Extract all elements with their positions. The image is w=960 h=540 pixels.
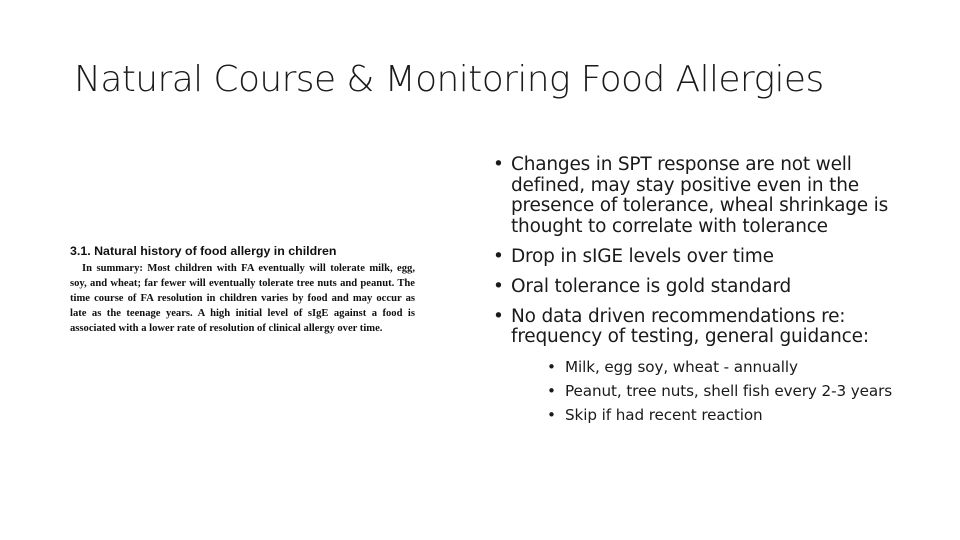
bullet-icon: • [493,245,504,267]
bullet-text: No data driven recommendations re: frequency of testing, general guidance: [511,305,869,347]
sub-bullet-text: Milk, egg soy, wheat - annually [565,357,798,376]
bullet-content [493,155,893,430]
sub-bullet-icon: • [547,405,556,424]
bullet-icon: • [493,305,504,327]
bullet-icon: • [493,275,504,297]
bullet-text: Oral tolerance is gold standard [511,275,792,297]
bullet-item [493,307,893,424]
bullet-list [493,155,893,424]
sub-bullet-list [547,358,893,424]
bullet-text: Changes in SPT response are not well defined, may stay positive even in the presence of tolerance, wheal shrinkage is thought to correlate with tolerance [511,154,889,237]
sub-bullet-item [547,382,893,400]
bullet-text: Drop in sIGE levels over time [511,245,774,267]
sub-bullet-icon: • [547,381,556,400]
excerpt-body: In summary: Most children with FA eventually will tolerate milk, egg, soy, and wheat; far fewer will eventually tolerate tree nuts and peanut. The time course of FA resolution in children varies by food and may occur as late as the teenage years. A high initial level of sIgE against a food is associated with a lower rate of resolution of clinical allergy over time. [70,263,415,334]
sub-bullet-item [547,406,893,424]
excerpt-heading: 3.1. Natural history of food allergy in children [70,244,337,258]
sub-bullet-text: Skip if had recent reaction [565,405,763,424]
bullet-item [493,155,893,237]
sub-bullet-icon: • [547,357,556,376]
bullet-item [493,277,893,298]
bullet-icon: • [493,154,504,175]
sub-bullet-text: Peanut, tree nuts, shell fish every 2-3 years [565,381,893,400]
excerpt-image [70,243,415,336]
sub-bullet-item [547,358,893,376]
slide-title: Natural Course & Monitoring Food Allergies [74,59,824,100]
bullet-item [493,247,893,268]
